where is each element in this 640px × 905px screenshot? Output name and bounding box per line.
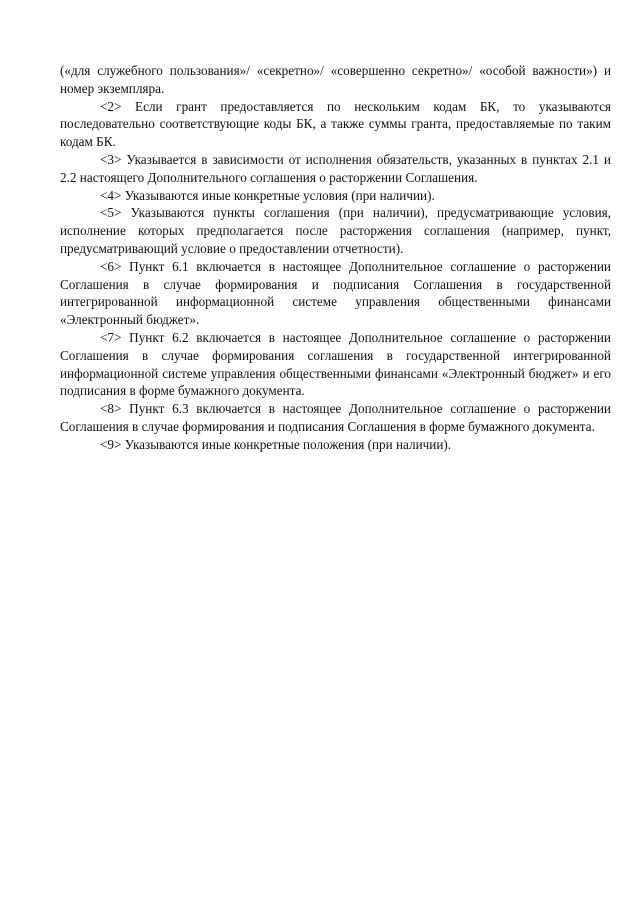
footnote-5: <5> Указываются пункты соглашения (при наличии), предусматривающие условия, исполнение которых предполагается после расторжения соглашения (например, пункт, предусматривающий условие о предоставлении отчетности). xyxy=(60,205,611,256)
footnote-2: <2> Если грант предоставляется по нескольким кодам БК, то указываются последовательно соответствующие коды БК, а также суммы гранта, предоставляемые по таким кодам БК. xyxy=(60,98,611,150)
footnote-6: <6> Пункт 6.1 включается в настоящее Дополнительное соглашение о расторжении Соглашения в случае формирования и подписания Соглашения в государственной интегрированной информационной системе управления общественными финансами «Электронный бюджет». xyxy=(60,258,611,328)
footnote-paragraph-classification: («для служебного пользования»/ «секретно»/ «совершенно секретно»/ «особой важности») и номер экземпляра. xyxy=(60,63,611,96)
footnote-4: <4> Указываются иные конкретные условия (при наличии). xyxy=(100,187,435,203)
footnote-8: <8> Пункт 6.3 включается в настоящее Дополнительное соглашение о расторжении Соглашения в случае формирования и подписания Соглашения в форме бумажного документа. xyxy=(60,401,611,434)
footnote-9: <9> Указываются иные конкретные положения (при наличии). xyxy=(100,436,452,452)
footnote-7: <7> Пункт 6.2 включается в настоящее Дополнительное соглашение о расторжении Соглашения в случае формирования соглашения в государственной интегрированной информационной системе управления общественными финансами «Электронный бюджет» и его подписания в форме бумажного документа. xyxy=(60,329,611,399)
document-page xyxy=(60,62,611,454)
footnote-3: <3> Указывается в зависимости от исполнения обязательств, указанных в пунктах 2.1 и 2.2 настоящего Дополнительного соглашения о расторжении Соглашения. xyxy=(60,151,611,185)
